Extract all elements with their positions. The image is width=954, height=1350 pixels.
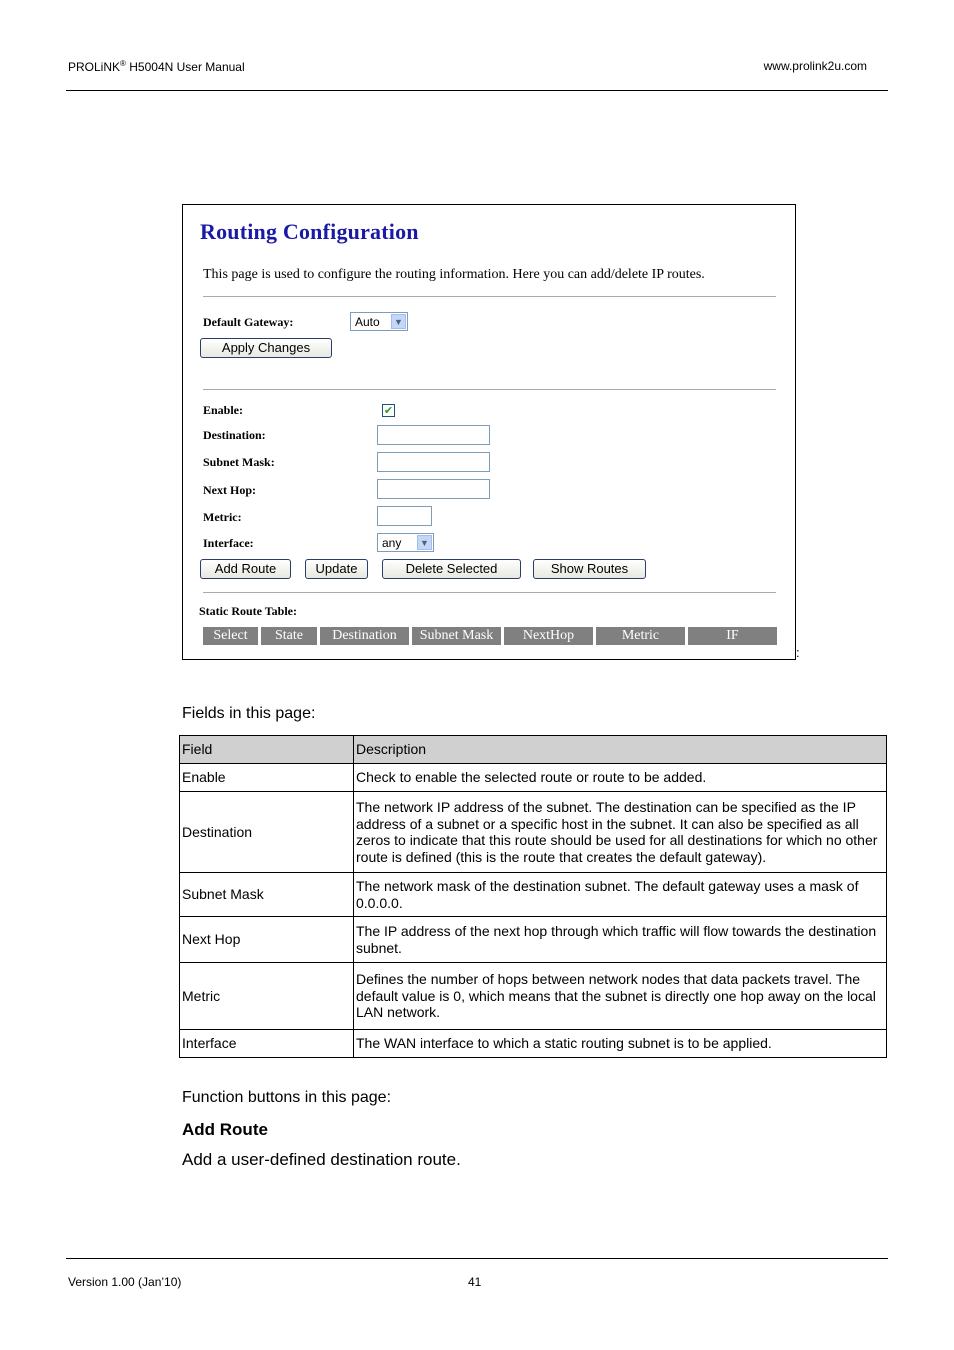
field-name: Destination [180, 792, 354, 873]
chevron-down-icon: ▼ [391, 314, 406, 329]
table-row [180, 1030, 887, 1058]
table-row [180, 792, 887, 873]
version-label: Version 1.00 (Jan’10) [68, 1275, 182, 1289]
column-header-state: State [261, 627, 317, 645]
checkmark-icon: ✔ [383, 404, 394, 417]
field-description: The network IP address of the subnet. The destination can be specified as the IP address of a subnet or a specific host in the subnet. It can also be specified as all zeros to indicate that this route should be used for all destinations for which no other route is defined (this is the route that creates the default gateway). [354, 792, 887, 873]
update-button[interactable]: Update [305, 559, 368, 579]
destination-label: Destination: [203, 428, 266, 442]
column-header-subnet-mask: Subnet Mask [412, 627, 501, 645]
trailing-colon: : [796, 645, 800, 660]
table-row [180, 873, 887, 917]
manual-title: PROLiNK® H5004N User Manual [68, 59, 245, 74]
next-hop-label: Next Hop: [203, 483, 256, 497]
routing-config-screenshot [182, 204, 796, 660]
add-route-heading: Add Route [182, 1120, 268, 1139]
page-title: Routing Configuration [200, 219, 419, 244]
subnet-mask-label: Subnet Mask: [203, 455, 275, 469]
field-name: Subnet Mask [180, 873, 354, 917]
enable-label: Enable: [203, 403, 244, 417]
interface-select[interactable] [377, 533, 434, 552]
metric-label: Metric: [203, 510, 242, 524]
table-header-description: Description [354, 736, 887, 764]
field-description: Check to enable the selected route or route to be added. [354, 764, 887, 792]
website-url: www.prolink2u.com [763, 59, 867, 73]
field-name: Enable [180, 764, 354, 792]
divider [203, 389, 776, 390]
subnet-mask-input[interactable] [377, 452, 490, 472]
page-number: 41 [468, 1275, 482, 1289]
default-gateway-select[interactable] [350, 312, 408, 331]
default-gateway-label: Default Gateway: [203, 315, 294, 329]
show-routes-button[interactable]: Show Routes [533, 559, 646, 579]
table-header-row [180, 736, 887, 764]
column-header-select: Select [203, 627, 258, 645]
table-row [180, 963, 887, 1030]
field-description: Defines the number of hops between network nodes that data packets travel. The default value is 0, which means that the subnet is directly one hop away on the local LAN network. [354, 963, 887, 1030]
add-route-description: Add a user-defined destination route. [182, 1150, 461, 1169]
column-header-metric: Metric [596, 627, 685, 645]
fields-table [179, 735, 887, 1058]
interface-label: Interface: [203, 536, 254, 550]
footer-divider [66, 1258, 888, 1259]
field-description: The WAN interface to which a static routing subnet is to be applied. [354, 1030, 887, 1058]
chevron-down-icon: ▼ [417, 535, 432, 550]
static-route-table-label: Static Route Table: [199, 604, 298, 618]
field-name: Interface [180, 1030, 354, 1058]
metric-input[interactable] [377, 506, 432, 526]
delete-selected-button[interactable]: Delete Selected [382, 559, 521, 579]
function-intro: Function buttons in this page: [182, 1089, 392, 1106]
interface-value: any [382, 536, 402, 550]
field-name: Metric [180, 963, 354, 1030]
next-hop-input[interactable] [377, 479, 490, 499]
page-description: This page is used to configure the routing information. Here you can add/delete IP routes. [203, 267, 705, 282]
add-route-button[interactable]: Add Route [200, 559, 291, 579]
enable-checkbox[interactable] [382, 404, 395, 417]
column-header-if: IF [688, 627, 777, 645]
field-description: The network mask of the destination subnet. The default gateway uses a mask of 0.0.0.0. [354, 873, 887, 917]
table-row [180, 764, 887, 792]
destination-input[interactable] [377, 425, 490, 445]
field-name: Next Hop [180, 917, 354, 963]
table-header-field: Field [180, 736, 354, 764]
header-divider [66, 90, 888, 91]
divider [203, 296, 776, 297]
column-header-nexthop: NextHop [504, 627, 593, 645]
default-gateway-value: Auto [355, 315, 380, 329]
apply-changes-button[interactable]: Apply Changes [200, 338, 332, 358]
divider [203, 592, 776, 593]
fields-intro: Fields in this page: [182, 705, 316, 722]
table-row [180, 917, 887, 963]
column-header-destination: Destination [320, 627, 409, 645]
field-description: The IP address of the next hop through which traffic will flow towards the destination subnet. [354, 917, 887, 963]
